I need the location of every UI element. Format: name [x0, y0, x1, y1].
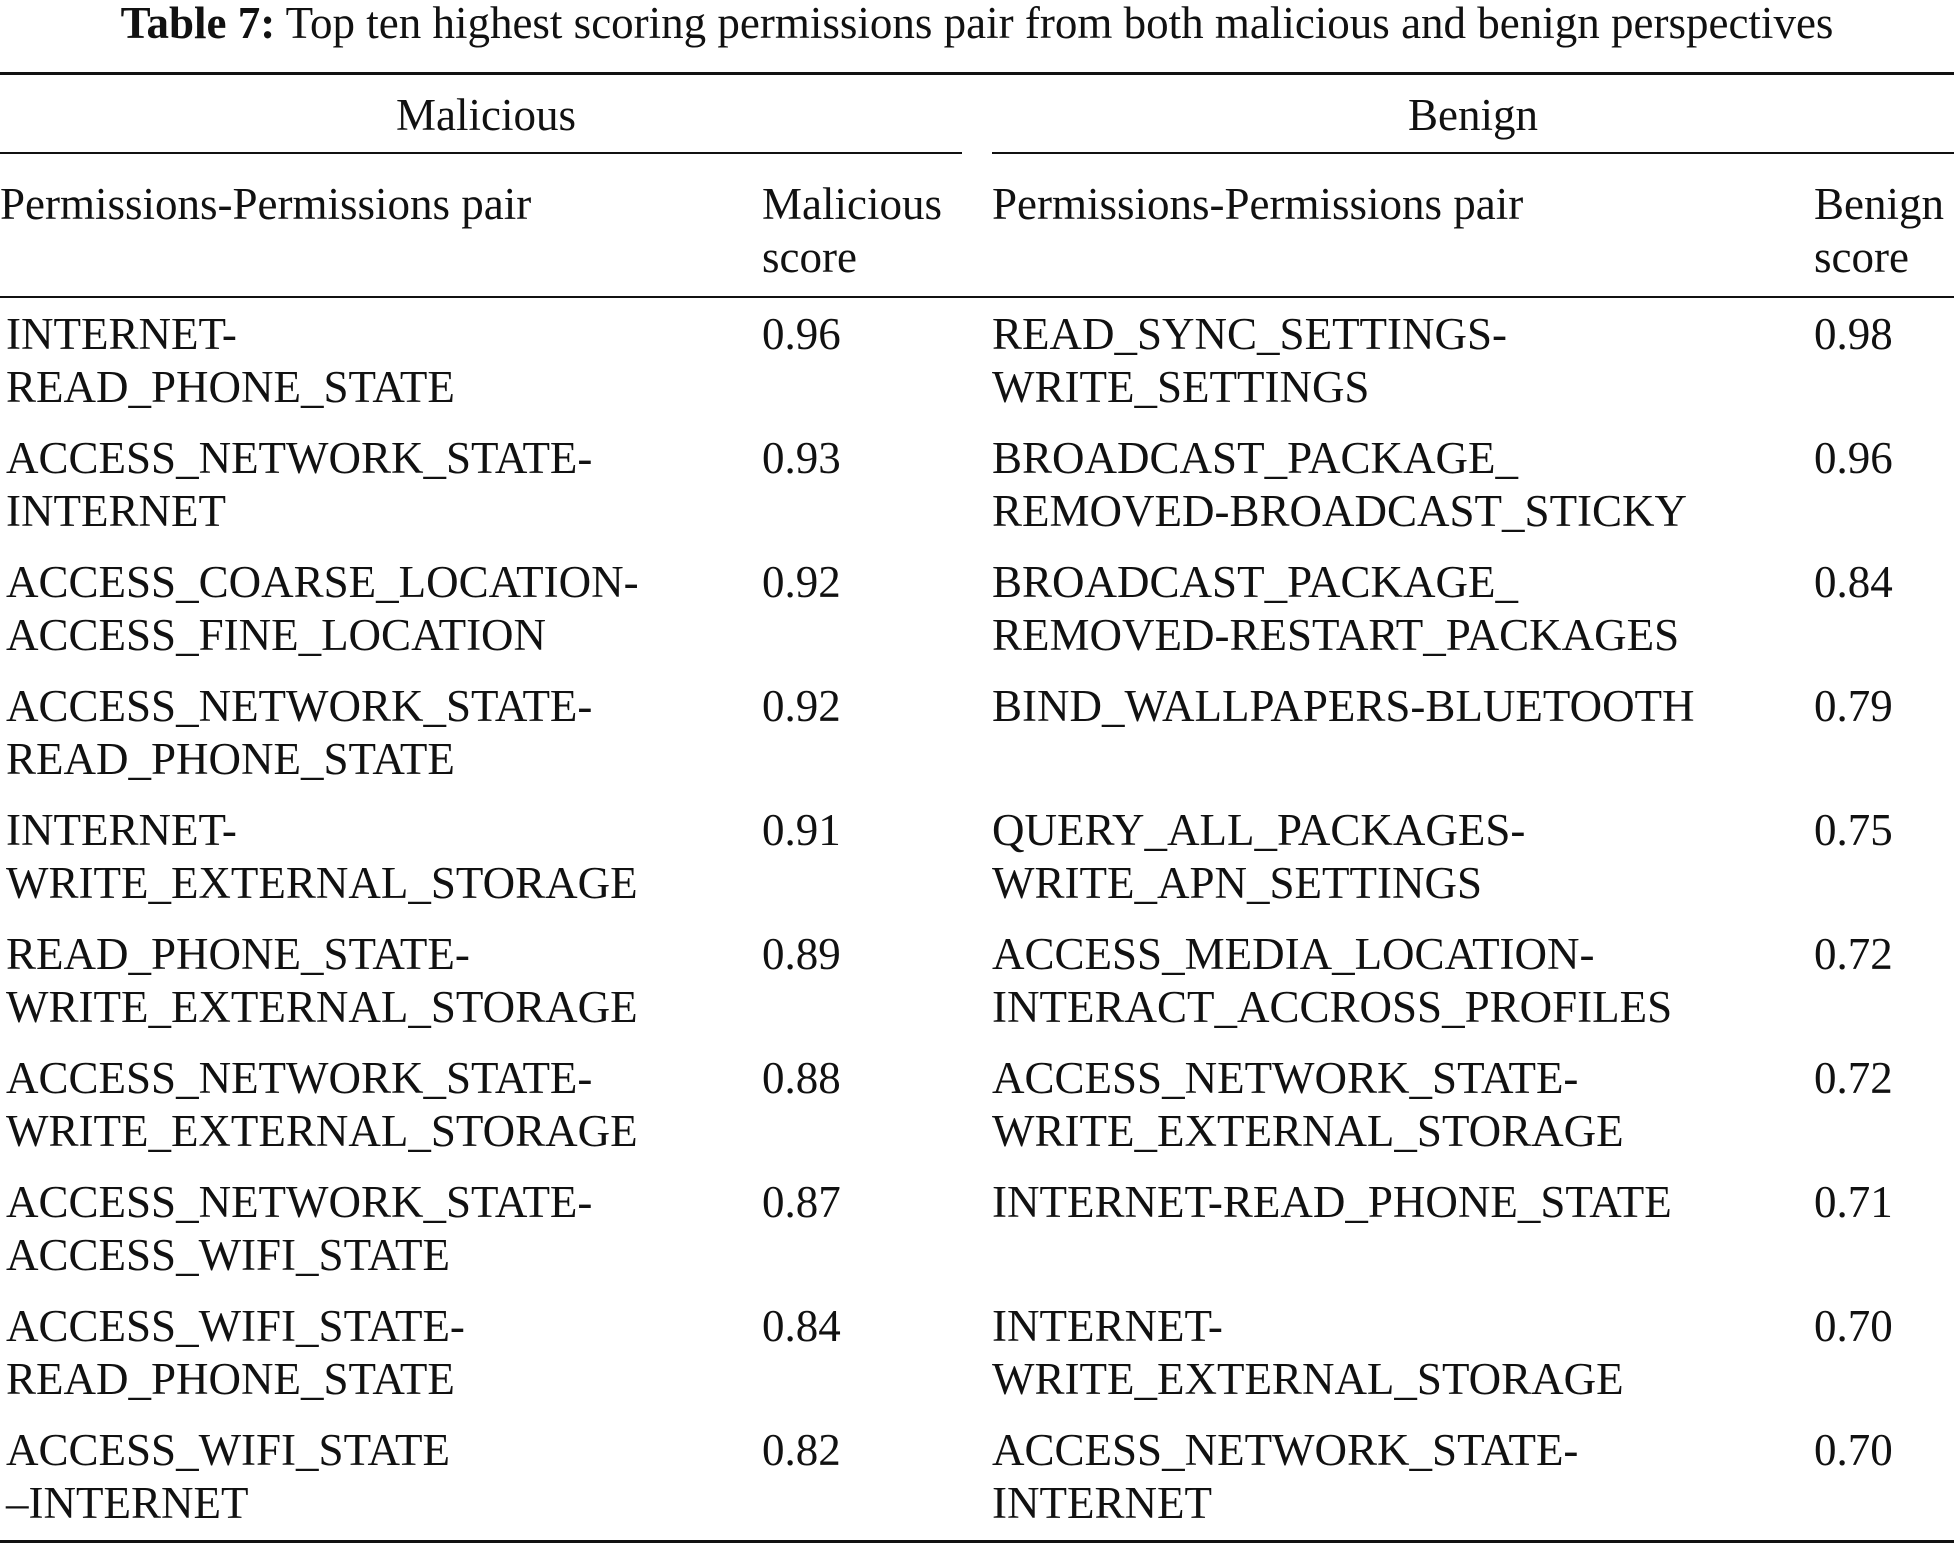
malicious-pair-line2: ACCESS_FINE_LOCATION	[6, 610, 547, 660]
malicious-score-cell: 0.93	[762, 433, 841, 483]
malicious-pair-line1: ACCESS_COARSE_LOCATION-	[6, 557, 639, 607]
table-caption	[0, 0, 1954, 50]
benign-score-cell: 0.70	[1814, 1414, 1954, 1542]
malicious-score-cell: 0.96	[762, 309, 841, 359]
malicious-score-cell: 0.92	[762, 557, 841, 607]
permissions-table	[0, 72, 1954, 1543]
malicious-pair-line1: INTERNET-	[6, 805, 237, 855]
table-row	[0, 918, 1954, 1042]
benign-pair-cell	[992, 1166, 1814, 1290]
benign-pair-line2: REMOVED-RESTART_PACKAGES	[992, 610, 1680, 660]
benign-group-label: Benign	[1408, 90, 1539, 140]
benign-pair-line2: INTERACT_ACCROSS_PROFILES	[992, 982, 1673, 1032]
caption-label: Table 7:	[120, 0, 276, 48]
malicious-pair-cell	[0, 1414, 762, 1542]
malicious-pair-line2: INTERNET	[6, 486, 226, 536]
malicious-score-cell: 0.84	[762, 1301, 841, 1351]
table-row	[0, 297, 1954, 422]
malicious-pair-cell	[0, 546, 762, 670]
benign-pair-line2: WRITE_EXTERNAL_STORAGE	[992, 1106, 1624, 1156]
malicious-group-label: Malicious	[396, 90, 576, 140]
malicious-score-header-line1: Malicious	[762, 179, 942, 229]
malicious-pair-line1: READ_PHONE_STATE-	[6, 929, 470, 979]
malicious-pair-line2: WRITE_EXTERNAL_STORAGE	[6, 858, 638, 908]
column-header-row	[0, 164, 1954, 297]
benign-group-rule	[992, 152, 1954, 154]
benign-score-header	[1814, 164, 1954, 297]
malicious-score-cell: 0.91	[762, 805, 841, 855]
malicious-score-cell: 0.89	[762, 929, 841, 979]
benign-pair-cell	[992, 422, 1814, 546]
malicious-pair-line2: WRITE_EXTERNAL_STORAGE	[6, 1106, 638, 1156]
benign-pair-cell	[992, 546, 1814, 670]
malicious-pair-line2: READ_PHONE_STATE	[6, 362, 455, 412]
malicious-score-cell: 0.88	[762, 1053, 841, 1103]
benign-pair-line1: BIND_WALLPAPERS-BLUETOOTH	[992, 681, 1695, 731]
malicious-score-header-line2: score	[762, 232, 857, 282]
malicious-pair-line1: ACCESS_NETWORK_STATE-	[6, 681, 593, 731]
benign-pair-cell	[992, 670, 1814, 794]
benign-score-header-line2: score	[1814, 232, 1909, 282]
malicious-score-cell: 0.82	[762, 1414, 992, 1542]
benign-score-cell: 0.70	[1814, 1301, 1893, 1351]
malicious-pair-line2: READ_PHONE_STATE	[6, 734, 455, 784]
benign-score-cell: 0.71	[1814, 1177, 1893, 1227]
malicious-pair-line2: –INTERNET	[6, 1478, 249, 1528]
benign-pair-cell	[992, 297, 1814, 422]
malicious-pair-line1: ACCESS_NETWORK_STATE-	[6, 433, 593, 483]
benign-pair-line1: ACCESS_NETWORK_STATE-	[992, 1053, 1579, 1103]
benign-score-cell: 0.98	[1814, 309, 1893, 359]
malicious-pair-header	[0, 164, 762, 297]
benign-score-header-line1: Benign	[1814, 179, 1945, 229]
benign-pair-line2: WRITE_APN_SETTINGS	[992, 858, 1482, 908]
table-row	[0, 422, 1954, 546]
malicious-pair-line2: ACCESS_WIFI_STATE	[6, 1230, 450, 1280]
malicious-pair-cell	[0, 422, 762, 546]
benign-pair-line2: INTERNET	[992, 1478, 1212, 1528]
malicious-pair-cell	[0, 1290, 762, 1414]
malicious-pair-line1: ACCESS_WIFI_STATE	[6, 1425, 450, 1475]
benign-pair-header-text: Permissions-Permissions pair	[992, 179, 1524, 229]
table-row	[0, 546, 1954, 670]
malicious-pair-line1: ACCESS_NETWORK_STATE-	[6, 1053, 593, 1103]
benign-pair-cell	[992, 1414, 1814, 1542]
malicious-group-header	[0, 74, 992, 165]
malicious-pair-cell	[0, 297, 762, 422]
benign-score-cell: 0.96	[1814, 433, 1893, 483]
table-row	[0, 1414, 1954, 1542]
benign-pair-line1: QUERY_ALL_PACKAGES-	[992, 805, 1526, 855]
malicious-pair-line1: ACCESS_WIFI_STATE-	[6, 1301, 465, 1351]
benign-pair-line1: ACCESS_NETWORK_STATE-	[992, 1425, 1579, 1475]
benign-pair-line1: INTERNET-READ_PHONE_STATE	[992, 1177, 1672, 1227]
benign-pair-header	[992, 164, 1814, 297]
benign-pair-line2: WRITE_EXTERNAL_STORAGE	[992, 1354, 1624, 1404]
benign-pair-line1: READ_SYNC_SETTINGS-	[992, 309, 1508, 359]
benign-pair-line2: WRITE_SETTINGS	[992, 362, 1370, 412]
benign-pair-line1: BROADCAST_PACKAGE_	[992, 557, 1518, 607]
malicious-score-cell: 0.92	[762, 681, 841, 731]
caption-text: Top ten highest scoring permissions pair from both malicious and benign perspectives	[285, 0, 1834, 48]
malicious-pair-line1: ACCESS_NETWORK_STATE-	[6, 1177, 593, 1227]
benign-pair-cell	[992, 1290, 1814, 1414]
malicious-pair-line2: READ_PHONE_STATE	[6, 1354, 455, 1404]
benign-group-header	[992, 74, 1954, 165]
malicious-pair-line1: INTERNET-	[6, 309, 237, 359]
malicious-score-header	[762, 164, 992, 297]
benign-pair-cell	[992, 794, 1814, 918]
benign-score-cell: 0.75	[1814, 805, 1893, 855]
benign-pair-cell	[992, 918, 1814, 1042]
malicious-pair-cell	[0, 1042, 762, 1166]
table-row	[0, 1042, 1954, 1166]
malicious-pair-cell	[0, 794, 762, 918]
benign-score-cell: 0.79	[1814, 681, 1893, 731]
table-row	[0, 1290, 1954, 1414]
malicious-pair-cell	[0, 918, 762, 1042]
benign-pair-line2: REMOVED-BROADCAST_STICKY	[992, 486, 1688, 536]
table-row	[0, 1166, 1954, 1290]
benign-pair-line1: INTERNET-	[992, 1301, 1223, 1351]
group-header-row	[0, 74, 1954, 165]
benign-pair-cell	[992, 1042, 1814, 1166]
malicious-pair-cell	[0, 1166, 762, 1290]
malicious-pair-cell	[0, 670, 762, 794]
benign-score-cell: 0.72	[1814, 929, 1893, 979]
benign-score-cell: 0.84	[1814, 557, 1893, 607]
benign-pair-line1: ACCESS_MEDIA_LOCATION-	[992, 929, 1595, 979]
benign-score-cell: 0.72	[1814, 1053, 1893, 1103]
benign-pair-line1: BROADCAST_PACKAGE_	[992, 433, 1518, 483]
table-row	[0, 794, 1954, 918]
malicious-group-rule	[0, 152, 962, 154]
malicious-pair-header-text: Permissions-Permissions pair	[0, 179, 532, 229]
table-row	[0, 670, 1954, 794]
malicious-pair-line2: WRITE_EXTERNAL_STORAGE	[6, 982, 638, 1032]
malicious-score-cell: 0.87	[762, 1177, 841, 1227]
